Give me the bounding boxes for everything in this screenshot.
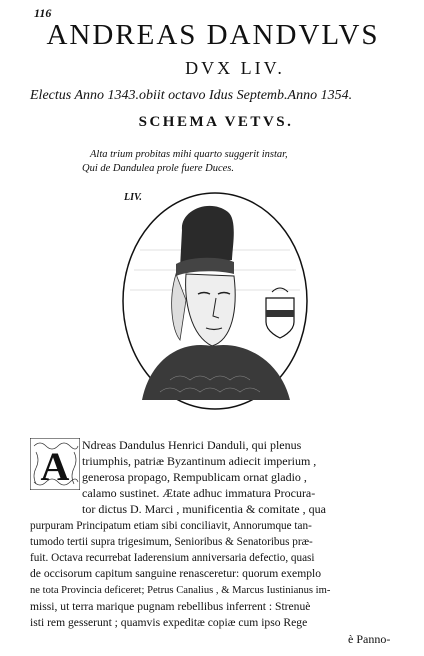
dropcap-letter: A: [40, 444, 70, 489]
body-line: fuit. Octava recurrebat Iaderensium anniversaria defectio, quasi: [30, 552, 315, 564]
body-line: purpuram Principatum etiam sibi conciliavit, Annorumque tan-: [30, 520, 312, 532]
portrait-engraving: [120, 190, 310, 412]
ornamental-dropcap: [30, 438, 80, 490]
body-line: tumodo tertii supra trigesimum, Senioribus & Senatoribus præ-: [30, 536, 313, 548]
verse-line-1: Alta trium probitas mihi quarto suggerit instar,: [90, 149, 288, 160]
body-line: triumphis, patriæ Byzantinum adiecit imperium ,: [82, 454, 317, 468]
body-line: è Panno-: [348, 632, 391, 646]
body-line: isti rem gesserunt ; quamvis expeditæ copiæ cum ipso Rege: [30, 616, 308, 629]
body-line: generosa propago, Rempublicam ornat gladio ,: [82, 470, 307, 484]
body-line: calamo sustinet. Ætate adhuc immatura Procura-: [82, 486, 316, 500]
portrait-medallion: [120, 190, 310, 412]
page-number: 116: [34, 6, 52, 20]
subtitle: DVX LIV.: [185, 58, 285, 78]
election-line: Electus Anno 1343.obiit octavo Idus Septemb.Anno 1354.: [30, 88, 353, 103]
page-title: ANDREAS DANDVLVS: [46, 19, 380, 51]
body-line: Ndreas Dandulus Henrici Danduli, qui plenus: [82, 438, 302, 452]
body-line: missi, ut terra marique pugnam rebellibus inferrent : Strenuè: [30, 600, 311, 613]
body-line: tor dictus D. Marci , munificentia & comitate , qua: [82, 502, 326, 516]
verse-line-2: Qui de Dandulea prole fuere Duces.: [82, 163, 235, 174]
body-line: de occisorum capitum sanguine renasceretur: quorum exemplo: [30, 567, 322, 580]
portrait-label: LIV.: [124, 192, 142, 203]
body-line: ne tota Provincia deficeret; Petrus Canalius , & Marcus Iustinianus im-: [30, 585, 331, 596]
schema-heading: SCHEMA VETVS.: [138, 114, 294, 130]
